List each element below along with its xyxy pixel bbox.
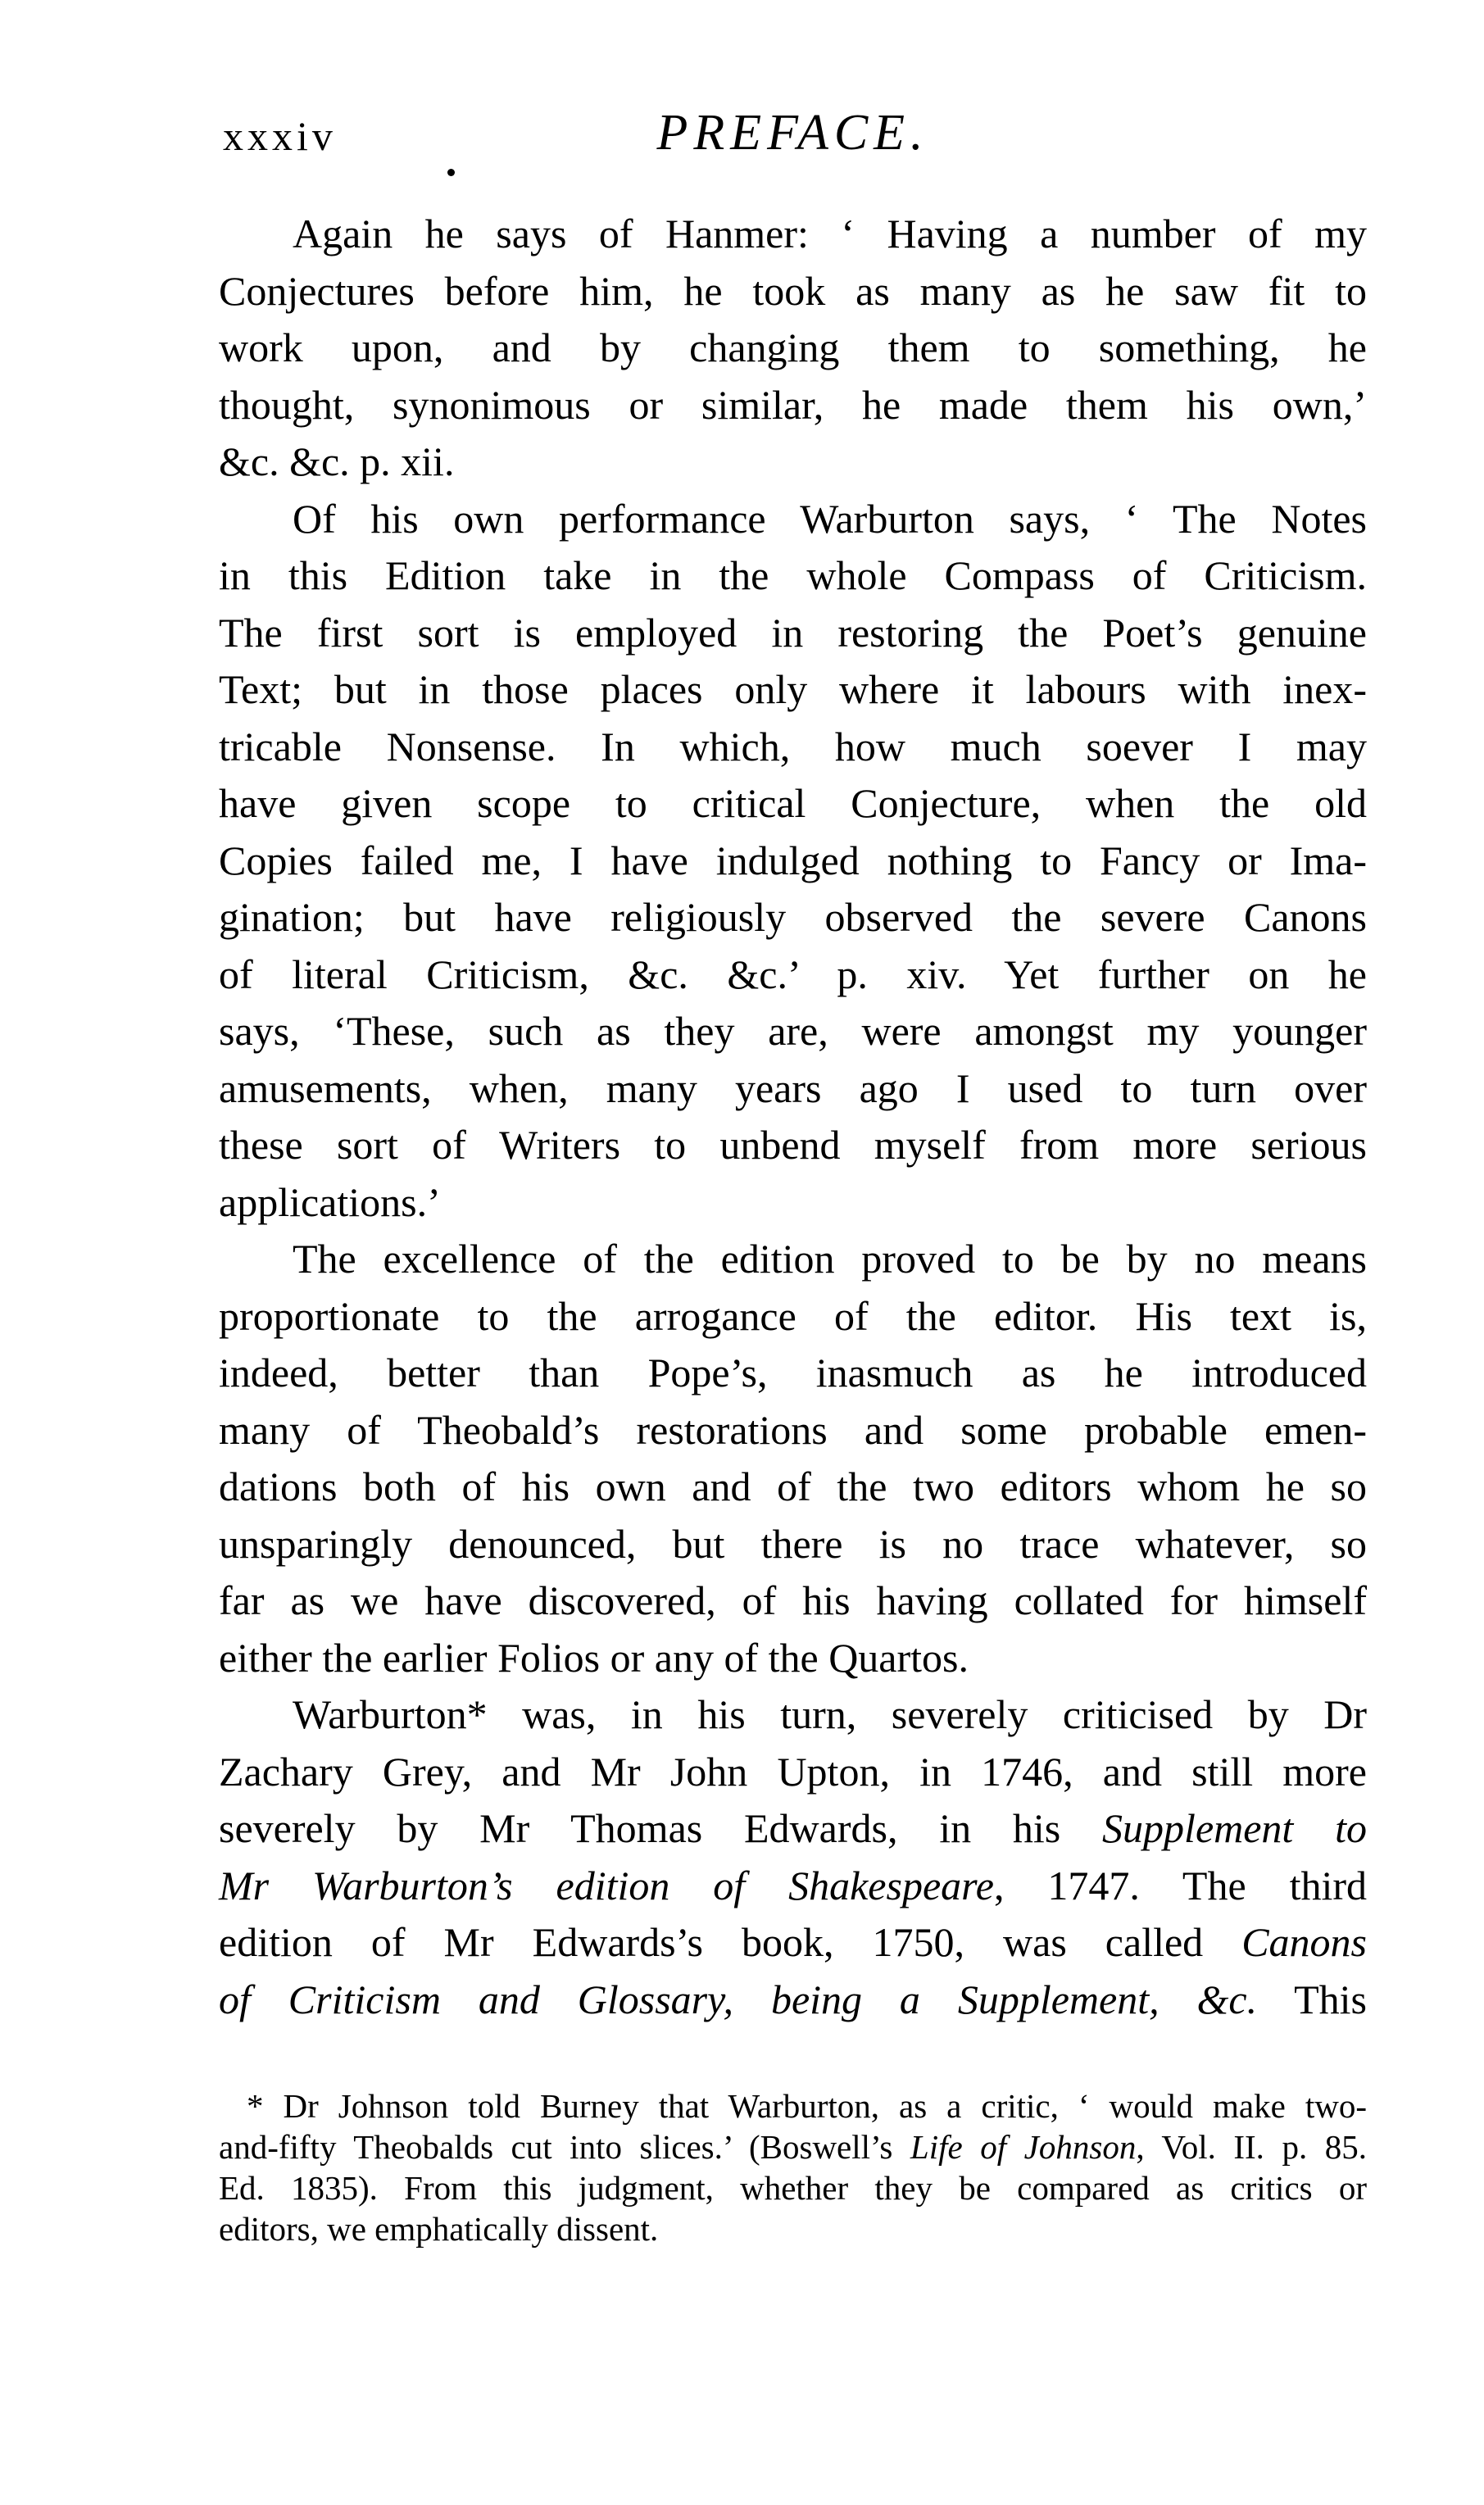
text-line	[219, 1858, 1367, 1915]
text-line	[219, 1914, 1367, 1972]
text-line	[219, 1630, 1367, 1687]
text-line	[219, 1117, 1367, 1174]
italic-text-run: Supplement to	[1102, 1805, 1367, 1851]
text-line	[219, 1231, 1367, 1288]
text-line	[219, 2167, 1367, 2208]
text-line	[219, 377, 1367, 434]
text-line	[219, 1972, 1367, 2029]
text-run: of literal Criticism, &c. &c.’ p. xiv. Yet further on he	[219, 951, 1367, 997]
text-run: proportionate to the arrogance of the editor. His text is,	[219, 1292, 1367, 1339]
text-run: Copies failed me, I have indulged nothing to Fancy or Ima-	[219, 837, 1367, 883]
text-run: either the earlier Folios or any of the Quartos.	[219, 1634, 969, 1681]
text-run: &c. &c. p. xii.	[219, 438, 455, 484]
body-text	[219, 206, 1367, 2028]
text-run: Again he says of Hanmer: ‘ Having a number of my	[293, 211, 1367, 256]
page-number: xxxiv	[223, 113, 337, 159]
text-line	[219, 1572, 1367, 1630]
text-run: applications.’	[219, 1178, 441, 1225]
text-run: Ed. 1835). From this judgment, whether they be compared as critics or	[219, 2169, 1367, 2207]
text-line	[219, 2208, 1367, 2249]
text-run: indeed, better than Pope’s, inasmuch as he introduced	[219, 1350, 1367, 1395]
text-line	[219, 889, 1367, 946]
text-run: severely by Mr Thomas Edwards, in his	[219, 1805, 1103, 1851]
text-line	[219, 2126, 1367, 2167]
text-line	[219, 1459, 1367, 1516]
text-run: Warburton* was, in his turn, severely criticised by Dr	[293, 1691, 1367, 1737]
text-run: work upon, and by changing them to something, he	[219, 324, 1367, 370]
text-run: thought, synonimous or similar, he made them his own,’	[219, 381, 1367, 428]
text-run: amusements, when, many years ago I used to turn over	[219, 1064, 1367, 1111]
text-run: This	[1257, 1976, 1367, 2022]
italic-text-run: Life of Johnson	[910, 2128, 1137, 2166]
running-title: PREFACE.	[656, 105, 929, 161]
text-line	[219, 491, 1367, 548]
text-line	[219, 1686, 1367, 1744]
text-line	[219, 605, 1367, 662]
text-line	[219, 547, 1367, 605]
text-run: editors, we emphatically dissent.	[219, 2210, 659, 2248]
ink-speck	[447, 169, 455, 176]
italic-text-run: Canons	[1241, 1919, 1367, 1965]
text-line	[219, 433, 1367, 491]
text-line	[219, 946, 1367, 1004]
text-line	[219, 206, 1367, 263]
text-line	[219, 833, 1367, 890]
text-run: * Dr Johnson told Burney that Warburton, as a critic, ‘ would make two-	[247, 2087, 1367, 2125]
italic-text-run: of Criticism and Glossary, being a Supplement, &c.	[219, 1976, 1258, 2022]
text-run: The first sort is employed in restoring the Poet’s genuine	[219, 609, 1367, 656]
text-line	[219, 1516, 1367, 1573]
text-run: far as we have discovered, of his having collated for himself	[219, 1577, 1367, 1623]
text-run: , 1747. The third	[993, 1862, 1368, 1908]
text-run: Text; but in those places only where it labours with inex-	[219, 666, 1367, 712]
text-line	[219, 263, 1367, 320]
text-line	[219, 1174, 1367, 1232]
text-run: have given scope to critical Conjecture, when the old	[219, 780, 1367, 826]
text-run: Of his own performance Warburton says, ‘ The Notes	[293, 495, 1367, 542]
text-line	[219, 1744, 1367, 1801]
text-run: these sort of Writers to unbend myself from more serious	[219, 1122, 1367, 1168]
text-line	[219, 1060, 1367, 1118]
footnote	[219, 2085, 1367, 2249]
text-run: edition of Mr Edwards’s book, 1750, was called	[219, 1919, 1242, 1965]
text-run: Conjectures before him, he took as many as he saw fit to	[219, 267, 1367, 314]
text-run: The excellence of the edition proved to be by no means	[293, 1236, 1367, 1282]
text-line	[219, 1003, 1367, 1060]
text-run: gination; but have religiously observed the severe Canons	[219, 894, 1367, 940]
text-line	[219, 1288, 1367, 1346]
italic-text-run: Mr Warburton’s edition of Shakespeare	[219, 1862, 994, 1908]
text-line	[219, 775, 1367, 833]
text-run: dations both of his own and of the two editors whom he so	[219, 1464, 1367, 1509]
text-run: Zachary Grey, and Mr John Upton, in 1746, and still more	[219, 1748, 1367, 1795]
text-line	[219, 1402, 1367, 1459]
text-line	[219, 661, 1367, 719]
text-line	[219, 1800, 1367, 1858]
text-line	[219, 320, 1367, 377]
text-run: tricable Nonsense. In which, how much soever I may	[219, 723, 1367, 769]
text-run: , Vol. II. p. 85.	[1136, 2128, 1368, 2166]
text-run: in this Edition take in the whole Compass of Criticism.	[219, 552, 1367, 598]
text-line	[219, 719, 1367, 776]
text-line	[219, 2085, 1367, 2126]
text-run: says, ‘These, such as they are, were amongst my younger	[219, 1008, 1367, 1054]
text-run: many of Theobald’s restorations and some probable emen-	[219, 1406, 1367, 1453]
text-run: unsparingly denounced, but there is no trace whatever, so	[219, 1520, 1367, 1567]
text-line	[219, 1345, 1367, 1402]
text-run: and-fifty Theobalds cut into slices.’ (Boswell’s	[219, 2128, 910, 2166]
